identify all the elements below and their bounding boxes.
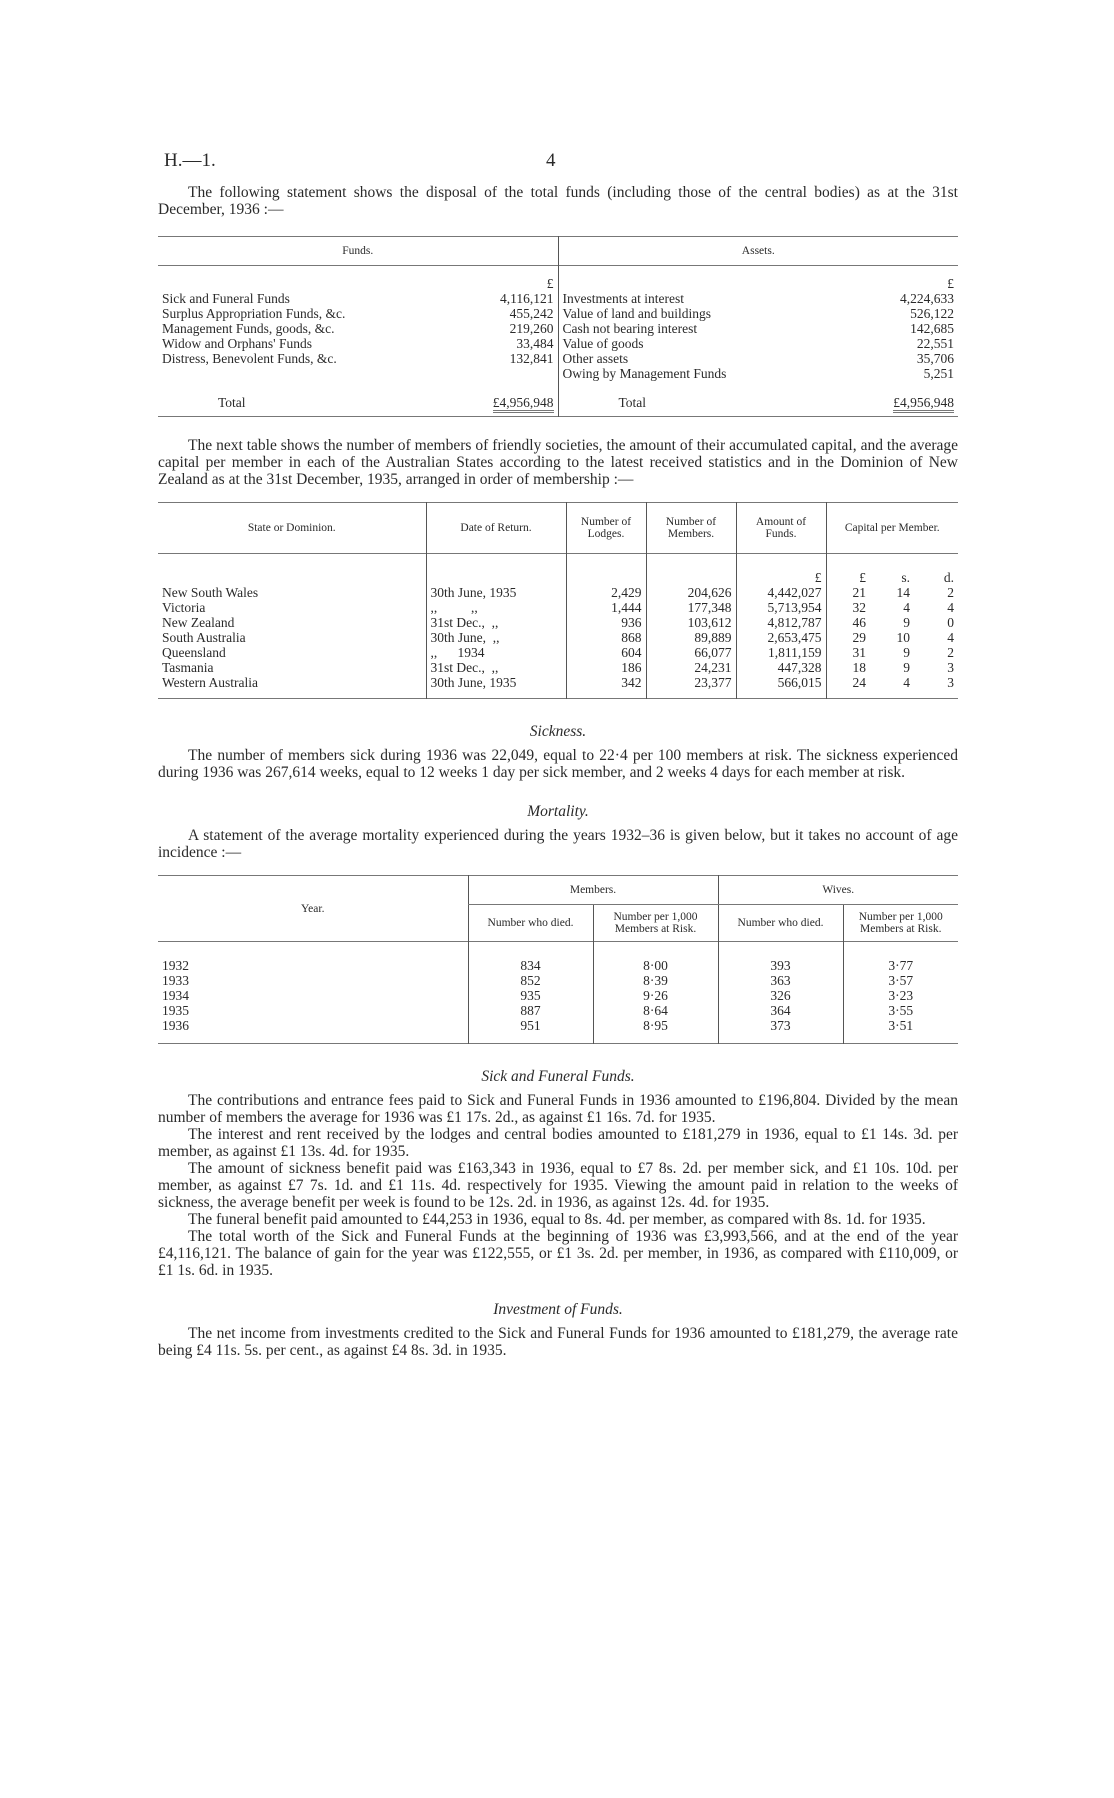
members: 103,612 <box>646 615 736 630</box>
state-name: Tasmania <box>162 660 214 675</box>
state-name: New South Wales <box>162 585 259 600</box>
page-header <box>158 150 958 184</box>
funds-amount: 447,328 <box>736 660 826 675</box>
members-rate: 8·64 <box>593 1003 718 1018</box>
state-name: Western Australia <box>162 675 259 690</box>
members-died: 887 <box>468 1003 593 1018</box>
asset-label: Value of goods <box>558 336 878 351</box>
asset-value: 142,685 <box>910 321 954 336</box>
sick-funeral-paragraph: The interest and rent received by the lodges and central bodies amounted to £181,279 in 1936, equal to £1 14s. 3d. per member, as against £1 13s. 4d. for 1935. <box>158 1126 958 1160</box>
capital-pounds: 24 <box>826 675 870 699</box>
capital-pence: 3 <box>947 660 954 675</box>
year: 1932 <box>162 958 189 973</box>
table-row <box>158 973 958 988</box>
members: 24,231 <box>646 660 736 675</box>
unit-shillings: s. <box>901 570 910 585</box>
fund-label: Widow and Orphans' Funds <box>162 336 313 351</box>
capital-pence: 2 <box>947 645 954 660</box>
col-wives: Wives. <box>718 876 958 905</box>
wives-died: 373 <box>718 1018 843 1044</box>
col-members: Number of Members. <box>646 503 736 554</box>
lodges: 868 <box>566 630 646 645</box>
assets-total-label: Total <box>558 381 878 417</box>
capital-pounds: 46 <box>826 615 870 630</box>
members-died: 951 <box>468 1018 593 1044</box>
col-lodges: Number of Lodges. <box>566 503 646 554</box>
mortality-paragraph: A statement of the average mortality experienced during the years 1932–36 is given below, but it takes no account of age incidence :— <box>158 827 958 861</box>
members-rate: 8·39 <box>593 973 718 988</box>
table-row <box>158 675 958 699</box>
wives-rate: 3·77 <box>843 958 958 973</box>
col-year: Year. <box>301 902 325 915</box>
mortality-table <box>158 875 958 1044</box>
asset-value: 35,706 <box>916 351 954 366</box>
capital-pounds: 32 <box>826 600 870 615</box>
members: 89,889 <box>646 630 736 645</box>
funds-amount: 4,442,027 <box>736 585 826 600</box>
col-wives-died: Number who died. <box>718 905 843 942</box>
capital-shillings: 10 <box>896 630 910 645</box>
members: 66,077 <box>646 645 736 660</box>
lodges: 1,444 <box>566 600 646 615</box>
fund-value: 132,841 <box>509 351 554 366</box>
table-row <box>158 585 958 600</box>
col-capital: Capital per Member. <box>826 503 958 554</box>
asset-label: Investments at interest <box>558 291 878 306</box>
states-table <box>158 502 958 699</box>
return-date: ,, 1934 <box>426 645 566 660</box>
year: 1935 <box>162 1003 189 1018</box>
asset-label: Owing by Management Funds <box>558 366 878 381</box>
members: 204,626 <box>646 585 736 600</box>
members-died: 834 <box>468 958 593 973</box>
fund-value: 4,116,121 <box>500 291 554 306</box>
unit-pounds: £ <box>826 554 870 586</box>
capital-pounds: 31 <box>826 645 870 660</box>
members-died: 935 <box>468 988 593 1003</box>
report-code: H.—1. <box>164 150 216 171</box>
unit-funds: £ <box>736 554 826 586</box>
states-paragraph: The next table shows the number of members of friendly societies, the amount of their accumulated capital, and the average capital per member in each of the Australian States according to the latest received statistics and in the Dominion of New Zealand as at the 31st December, 1935, arranged in order of membership :— <box>158 437 958 488</box>
table-row <box>158 988 958 1003</box>
return-date: 30th June, ,, <box>426 630 566 645</box>
table-row <box>158 958 958 973</box>
members: 177,348 <box>646 600 736 615</box>
state-name: New Zealand <box>162 615 235 630</box>
sick-funeral-paragraph: The contributions and entrance fees paid to Sick and Funeral Funds in 1936 amounted to £196,804. Divided by the mean number of members the average for 1936 was £1 17s. 2d., as against £1 16s. 7d. for 1935. <box>158 1092 958 1126</box>
capital-pence: 2 <box>947 585 954 600</box>
investment-heading: Investment of Funds. <box>493 1301 623 1318</box>
mortality-heading: Mortality. <box>527 803 589 820</box>
state-name: South Australia <box>162 630 246 645</box>
capital-pounds: 18 <box>826 660 870 675</box>
capital-shillings: 14 <box>896 585 910 600</box>
state-name: Victoria <box>162 600 206 615</box>
return-date: 31st Dec., ,, <box>426 615 566 630</box>
capital-pounds: 21 <box>826 585 870 600</box>
year: 1933 <box>162 973 189 988</box>
return-date: 30th June, 1935 <box>426 675 566 699</box>
funds-amount: 5,713,954 <box>736 600 826 615</box>
asset-value: 526,122 <box>910 306 954 321</box>
col-members-rate: Number per 1,000 Members at Risk. <box>593 905 718 942</box>
wives-rate: 3·51 <box>843 1018 958 1044</box>
sick-funeral-paragraph: The amount of sickness benefit paid was £163,343 in 1936, equal to £7 8s. 2d. per member sick, and £1 10s. 10d. per member, as against £7 7s. 1d. and £1 11s. 4d. respectively for 1935. Viewing the amount paid in relation to the weeks of sickness, the average benefit per week is found to be 12s. 2d. in 1936, as against 12s. 4d. for 1935. <box>158 1160 958 1211</box>
capital-pence: 3 <box>947 675 954 690</box>
funds-currency: £ <box>546 276 554 291</box>
capital-shillings: 9 <box>903 645 910 660</box>
intro-paragraph: The following statement shows the disposal of the total funds (including those of the central bodies) as at the 31st December, 1936 :— <box>158 184 958 218</box>
fund-value: 33,484 <box>516 336 554 351</box>
asset-label: Cash not bearing interest <box>558 321 878 336</box>
fund-value: 219,260 <box>509 321 554 336</box>
table-row <box>158 600 958 615</box>
fund-label: Distress, Benevolent Funds, &c. <box>162 351 337 366</box>
lodges: 2,429 <box>566 585 646 600</box>
table-row <box>158 615 958 630</box>
fund-value: 455,242 <box>509 306 554 321</box>
investment-paragraph: The net income from investments credited to the Sick and Funeral Funds for 1936 amounted to £181,279, the average rate being £4 11s. 5s. per cent., as against £4 8s. 3d. in 1935. <box>158 1325 958 1359</box>
capital-shillings: 4 <box>903 600 910 615</box>
capital-shillings: 4 <box>903 675 910 690</box>
fund-label: Surplus Appropriation Funds, &c. <box>162 306 346 321</box>
sick-funeral-heading: Sick and Funeral Funds. <box>481 1068 635 1085</box>
col-wives-rate: Number per 1,000 Members at Risk. <box>843 905 958 942</box>
wives-died: 364 <box>718 1003 843 1018</box>
asset-value: 22,551 <box>916 336 954 351</box>
asset-value: 4,224,633 <box>900 291 954 306</box>
sick-funeral-paragraph: The total worth of the Sick and Funeral Funds at the beginning of 1936 was £3,993,566, and at the end of the year £4,116,121. The balance of gain for the year was £122,555, or £1 3s. 2d. per member, in 1936, as compared with £110,009, or £1 1s. 6d. in 1935. <box>158 1228 958 1279</box>
sick-funeral-paragraph: The funeral benefit paid amounted to £44,253 in 1936, equal to 8s. 4d. per member, as compared with 8s. 1d. for 1935. <box>188 1211 926 1228</box>
funds-total-label: Total <box>218 395 246 410</box>
funds-amount: 1,811,159 <box>736 645 826 660</box>
wives-died: 363 <box>718 973 843 988</box>
return-date: 30th June, 1935 <box>426 585 566 600</box>
table-row <box>158 630 958 645</box>
table-row <box>158 660 958 675</box>
funds-total: £4,956,948 <box>493 395 554 413</box>
funds-heading: Funds. <box>342 245 374 257</box>
wives-rate: 3·23 <box>843 988 958 1003</box>
fund-label: Management Funds, goods, &c. <box>162 321 335 336</box>
lodges: 604 <box>566 645 646 660</box>
members: 23,377 <box>646 675 736 699</box>
year: 1936 <box>162 1018 189 1033</box>
capital-pounds: 29 <box>826 630 870 645</box>
col-members: Members. <box>468 876 718 905</box>
wives-rate: 3·55 <box>843 1003 958 1018</box>
col-state: State or Dominion. <box>247 522 336 534</box>
wives-died: 393 <box>718 958 843 973</box>
funds-assets-table <box>158 236 958 417</box>
capital-shillings: 9 <box>903 660 910 675</box>
members-rate: 8·95 <box>593 1018 718 1044</box>
assets-currency: £ <box>947 276 954 291</box>
state-name: Queensland <box>162 645 226 660</box>
return-date: 31st Dec., ,, <box>426 660 566 675</box>
lodges: 936 <box>566 615 646 630</box>
unit-pence: d. <box>943 570 954 585</box>
capital-pence: 0 <box>947 615 954 630</box>
col-funds: Amount of Funds. <box>736 503 826 554</box>
sickness-paragraph: The number of members sick during 1936 was 22,049, equal to 22·4 per 100 members at risk. The sickness experienced during 1936 was 267,614 weeks, equal to 12 weeks 1 day per sick member, and 2 weeks 4 days for each member at risk. <box>158 747 958 781</box>
page-number: 4 <box>546 150 556 171</box>
asset-label: Other assets <box>558 351 878 366</box>
funds-amount: 566,015 <box>736 675 826 699</box>
funds-amount: 2,653,475 <box>736 630 826 645</box>
table-row <box>158 645 958 660</box>
wives-died: 326 <box>718 988 843 1003</box>
col-date: Date of Return. <box>426 503 566 554</box>
year: 1934 <box>162 988 189 1003</box>
col-members-died: Number who died. <box>468 905 593 942</box>
table-row <box>158 1003 958 1018</box>
document-page <box>158 150 958 1359</box>
table-row <box>158 1018 958 1044</box>
assets-heading: Assets. <box>558 237 958 266</box>
capital-pence: 4 <box>947 630 954 645</box>
capital-shillings: 9 <box>903 615 910 630</box>
members-died: 852 <box>468 973 593 988</box>
lodges: 342 <box>566 675 646 699</box>
members-rate: 9·26 <box>593 988 718 1003</box>
wives-rate: 3·57 <box>843 973 958 988</box>
lodges: 186 <box>566 660 646 675</box>
sickness-heading: Sickness. <box>529 723 587 740</box>
fund-label: Sick and Funeral Funds <box>162 291 290 306</box>
asset-value: 5,251 <box>923 366 954 381</box>
return-date: ,, ,, <box>426 600 566 615</box>
funds-amount: 4,812,787 <box>736 615 826 630</box>
assets-total: £4,956,948 <box>893 395 954 413</box>
asset-label: Value of land and buildings <box>558 306 878 321</box>
members-rate: 8·00 <box>593 958 718 973</box>
capital-pence: 4 <box>947 600 954 615</box>
